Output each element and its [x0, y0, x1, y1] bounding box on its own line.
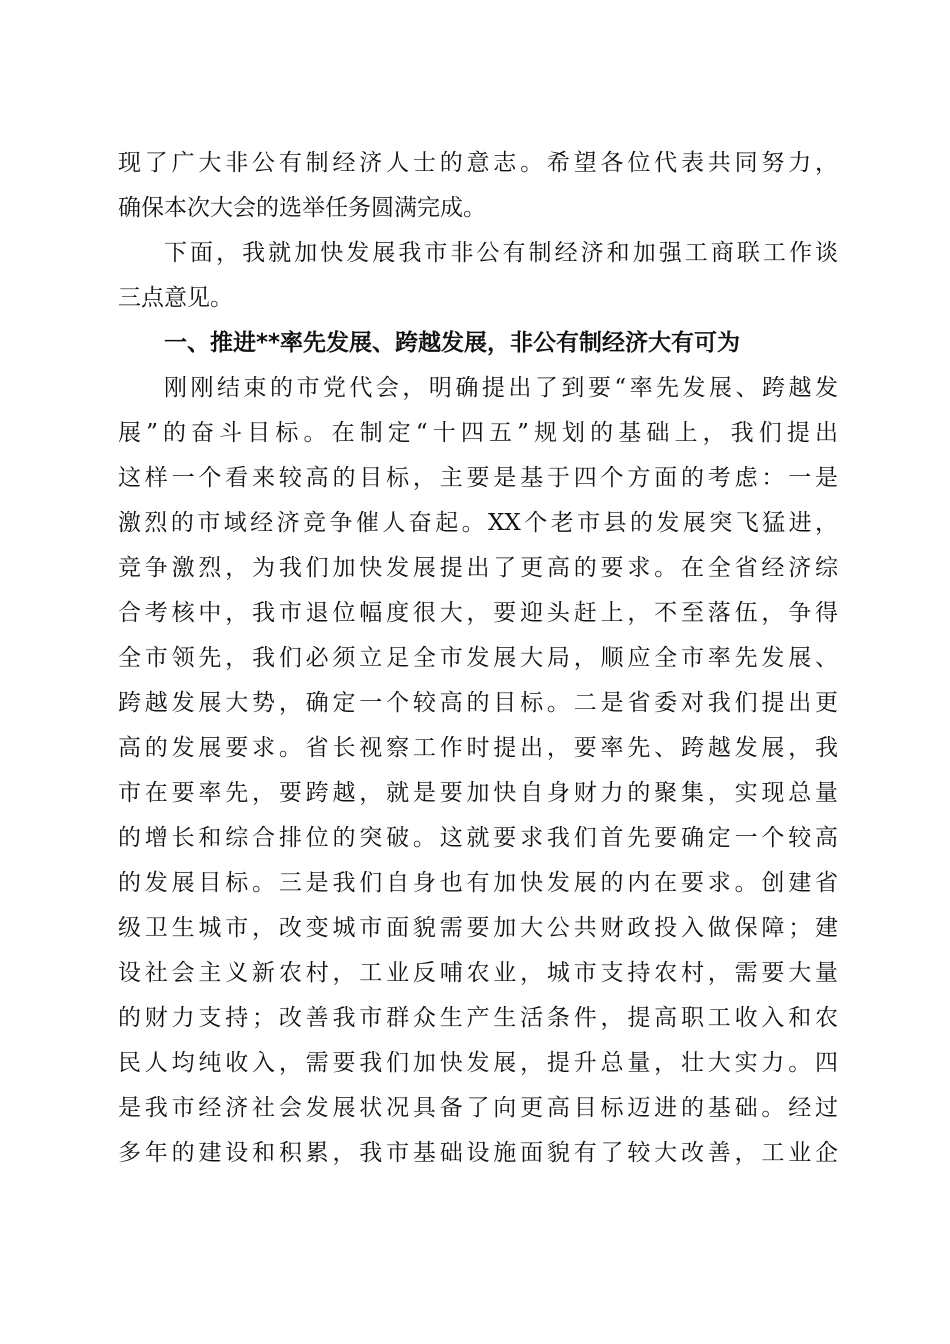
text-line: 下面，我就加快发展我市非公有制经济和加强工商联工作谈: [164, 240, 838, 266]
text-line: 的增长和综合排位的突破。这就要求我们首先要确定一个较高: [118, 825, 838, 851]
text-line: 级卫生城市，改变城市面貌需要加大公共财政投入做保障；建: [118, 915, 838, 941]
section-heading-text: 一、推进**率先发展、跨越发展，非公有制经济大有可为: [164, 330, 741, 356]
text-line: 的财力支持；改善我市群众生产生活条件，提高职工收入和农: [118, 1005, 838, 1031]
text-line: 这样一个看来较高的目标，主要是基于四个方面的考虑：一是: [118, 465, 838, 491]
text-line: 现了广大非公有制经济人士的意志。希望各位代表共同努力，: [118, 150, 838, 176]
text-line: 三点意见。: [118, 285, 233, 311]
text-line: 高的发展要求。省长视察工作时提出，要率先、跨越发展，我: [118, 735, 838, 761]
text-line: 市在要率先，要跨越，就是要加快自身财力的聚集，实现总量: [118, 780, 838, 806]
text-line: 合考核中，我市退位幅度很大，要迎头赶上，不至落伍，争得: [118, 600, 838, 626]
text-line: 的发展目标。三是我们自身也有加快发展的内在要求。创建省: [118, 870, 838, 896]
text-line: 民人均纯收入，需要我们加快发展，提升总量，壮大实力。四: [118, 1050, 838, 1076]
text-line: 设社会主义新农村，工业反哺农业，城市支持农村，需要大量: [118, 960, 838, 986]
text-line: 多年的建设和积累，我市基础设施面貌有了较大改善，工业企: [118, 1140, 838, 1166]
text-line: 竞争激烈，为我们加快发展提出了更高的要求。在全省经济综: [118, 555, 838, 581]
text-line: 是我市经济社会发展状况具备了向更高目标迈进的基础。经过: [118, 1095, 838, 1121]
section-heading: [118, 321, 838, 366]
text-line: 跨越发展大势，确定一个较高的目标。二是省委对我们提出更: [118, 690, 838, 716]
document-body: [118, 141, 838, 1176]
paragraph-intro: [118, 231, 838, 321]
text-line: 展”的奋斗目标。在制定“十四五”规划的基础上，我们提出: [118, 420, 838, 446]
paragraph-continuation: [118, 141, 838, 231]
paragraph-body: [118, 366, 838, 1176]
text-line: 全市领先，我们必须立足全市发展大局，顺应全市率先发展、: [118, 645, 838, 671]
text-line: 确保本次大会的选举任务圆满完成。: [118, 195, 486, 221]
text-line: 刚刚结束的市党代会，明确提出了到要“率先发展、跨越发: [164, 375, 838, 401]
text-line: 激烈的市域经济竞争催人奋起。XX个老市县的发展突飞猛进，: [118, 510, 838, 536]
